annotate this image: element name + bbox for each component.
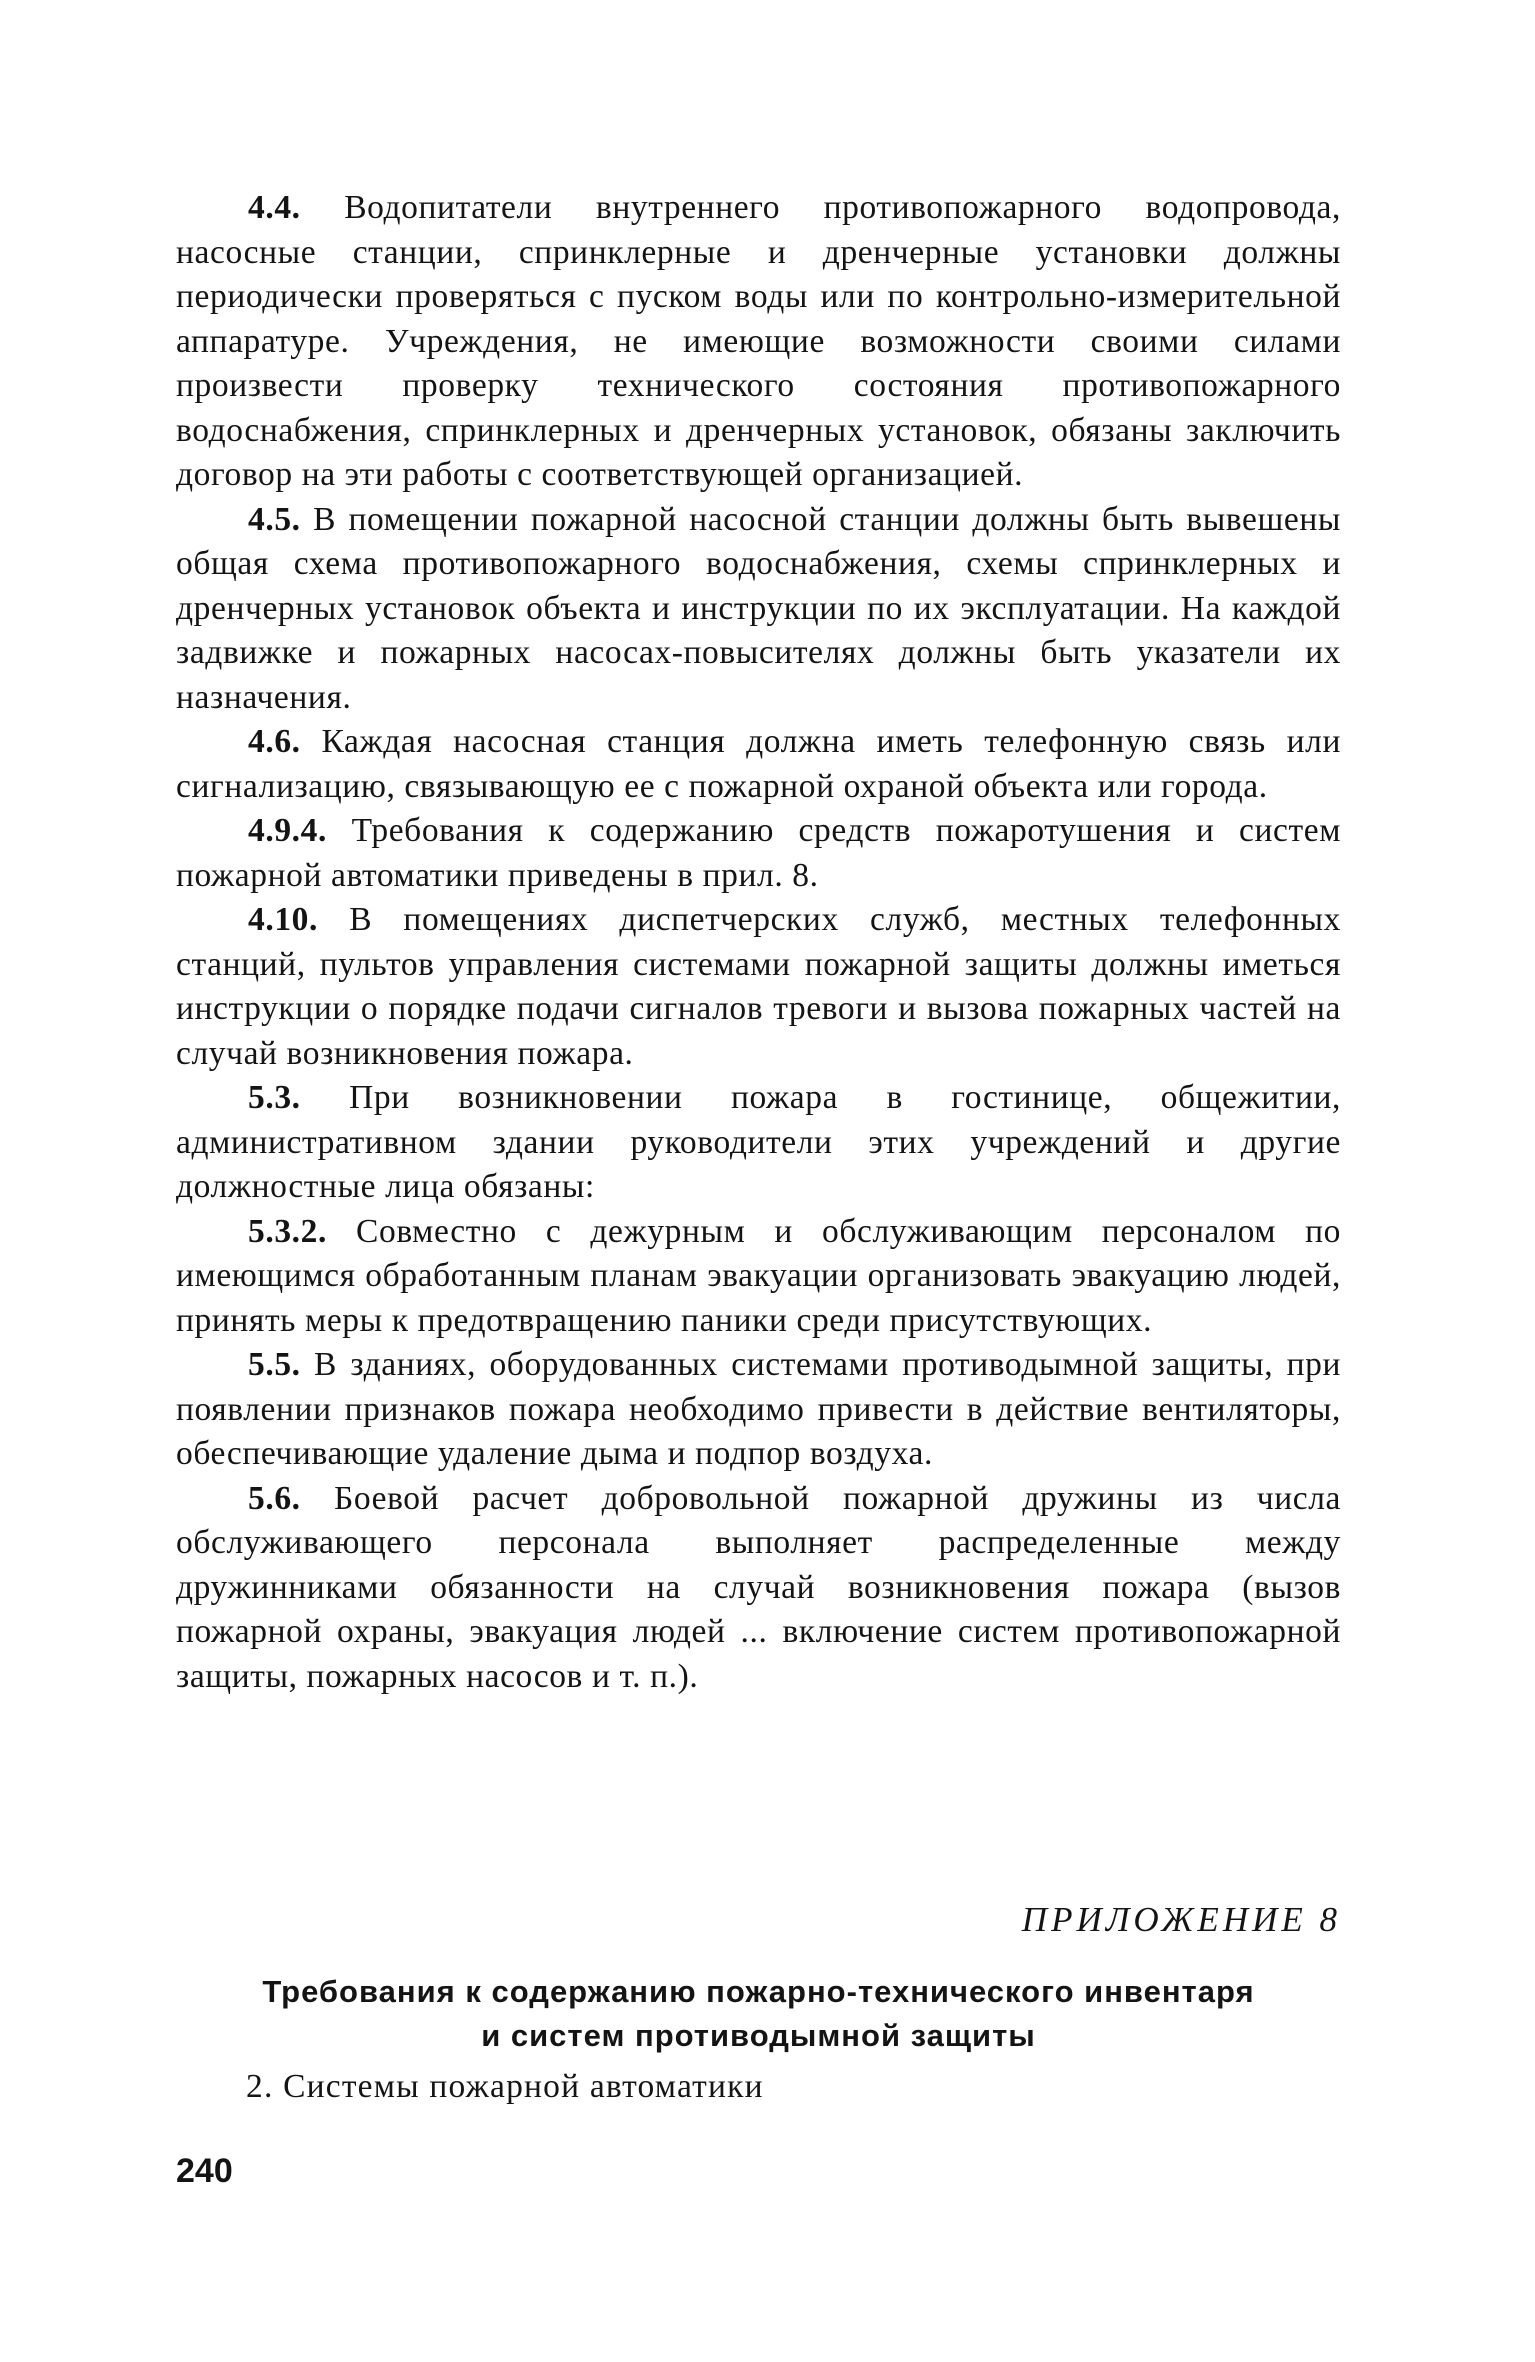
paragraph-number: 5.6. xyxy=(248,1479,301,1517)
subsection-title: 2. Системы пожарной автоматики xyxy=(246,2068,764,2105)
paragraph-text: Совместно с дежурным и обслуживающим персоналом по имеющимся обработанным планам эвакуации организовать эвакуацию людей, принять меры к предотвращению паники среди присутствующих. xyxy=(176,1212,1341,1339)
paragraph-text: Водопитатели внутреннего противопожарного водопровода, насосные станции, спринклерные и дренчерные установки должны периодически проверяться с пуском воды или по контрольно-измерительной аппаратуре. Учреждения, не имеющие возможности своими силами произвести проверку технического состояния противопожарного водоснабжения, спринклерных и дренчерных установок, обязаны заключить договор на эти работы с соответствующей организацией. xyxy=(176,189,1341,493)
paragraph-text: Требования к содержанию средств пожаротушения и систем пожарной автоматики приведены в прил. 8. xyxy=(176,812,1341,894)
paragraph-number: 5.5. xyxy=(248,1346,301,1383)
paragraph-number: 4.4. xyxy=(248,189,301,226)
paragraph-number: 4.6. xyxy=(248,723,301,760)
paragraph-5-6 xyxy=(176,1477,1341,1700)
paragraph-4-9-4 xyxy=(176,809,1341,898)
page-number: 240 xyxy=(176,2152,233,2190)
paragraph-4-6 xyxy=(176,720,1341,809)
paragraph-number: 4.5. xyxy=(248,500,301,538)
document-body xyxy=(176,186,1341,1699)
appendix-label: ПРИЛОЖЕНИЕ 8 xyxy=(1021,1900,1341,1939)
appendix-heading-line-1: Требования к содержанию пожарно-технического инвентаря xyxy=(262,1974,1255,2009)
paragraph-4-5 xyxy=(176,498,1341,721)
paragraph-4-10 xyxy=(176,898,1341,1076)
paragraph-number: 4.9.4. xyxy=(248,812,327,849)
paragraph-number: 5.3. xyxy=(248,1079,301,1116)
paragraph-5-3-2 xyxy=(176,1210,1341,1344)
appendix-heading xyxy=(176,1970,1341,2058)
paragraph-text: Боевой расчет добровольной пожарной дружины из числа обслуживающего персонала выполняет распределенные между дружинниками обязанности на случай возникновения пожара (вызов пожарной охраны, эвакуация людей ... включение систем противопожарной защиты, пожарных насосов и т. п.). xyxy=(176,1479,1341,1695)
appendix-heading-line-2: и систем противодымной защиты xyxy=(481,2018,1036,2053)
paragraph-5-3 xyxy=(176,1076,1341,1210)
paragraph-5-5 xyxy=(176,1343,1341,1477)
paragraph-text: В помещении пожарной насосной станции должны быть вывешены общая схема противопожарного водоснабжения, схемы спринклерных и дренчерных установок объекта и инструкции по их эксплуатации. На каждой задвижке и пожарных насосах-повысителях должны быть указатели их назначения. xyxy=(176,500,1341,716)
paragraph-4-4 xyxy=(176,186,1341,498)
paragraph-number: 4.10. xyxy=(248,901,318,938)
paragraph-text: Каждая насосная станция должна иметь телефонную связь или сигнализацию, связывающую ее с пожарной охраной объекта или города. xyxy=(176,723,1341,805)
paragraph-text: В зданиях, оборудованных системами противодымной защиты, при появлении признаков пожара необходимо привести в действие вентиляторы, обеспечивающие удаление дыма и подпор воздуха. xyxy=(176,1346,1341,1472)
paragraph-text: В помещениях диспетчерских служб, местных телефонных станций, пультов управления системами пожарной защиты должны иметься инструкции о порядке подачи сигналов тревоги и вызова пожарных частей на случай возникновения пожара. xyxy=(176,901,1341,1072)
paragraph-number: 5.3.2. xyxy=(248,1212,327,1250)
paragraph-text: При возникновении пожара в гостинице, общежитии, административном здании руководители этих учреждений и другие должностные лица обязаны: xyxy=(176,1079,1341,1205)
